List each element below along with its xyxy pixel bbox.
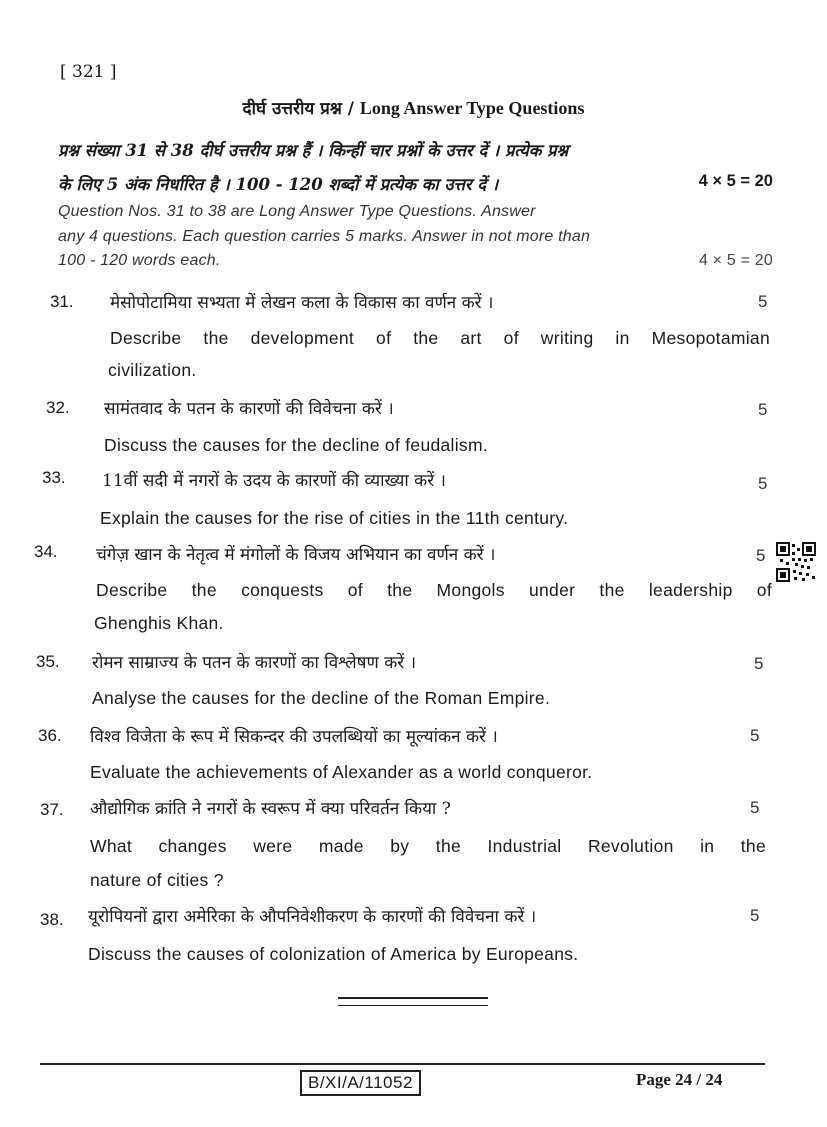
footer-rule — [40, 1063, 765, 1065]
question-english-line1: Evaluate the achievements of Alexander as a world conqueror. — [90, 762, 593, 782]
instructions-english-marks: 4 × 5 = 20 — [698, 252, 773, 269]
heading-hindi: दीर्घ उत्तरीय प्रश्न / — [242, 99, 354, 119]
question-english-line1: Describe the conquests of the Mongols under the leadership of — [96, 580, 772, 600]
question-hindi: विश्व विजेता के रूप में सिकन्दर की उपलब्धियों का मूल्यांकन करें । — [90, 727, 498, 747]
question-marks: 5 — [750, 798, 760, 817]
question-number: 31. — [50, 292, 74, 311]
instructions-english-line3-wrap — [58, 252, 773, 270]
question-hindi: 11वीं सदी में नगरों के उदय के कारणों की व्याख्या करें । — [102, 471, 446, 491]
question-english-line2: civilization. — [108, 360, 197, 380]
question-english-line1: Describe the development of the art of writing in Mesopotamian — [110, 328, 770, 348]
instructions-english-line1: Question Nos. 31 to 38 are Long Answer Type Questions. Answer — [58, 203, 536, 220]
instructions-hindi-marks: 4 × 5 = 20 — [698, 172, 773, 190]
question-hindi: सामंतवाद के पतन के कारणों की विवेचना करें । — [104, 399, 394, 419]
end-divider — [338, 997, 488, 1006]
question-marks: 5 — [758, 292, 768, 311]
question-marks: 5 — [754, 654, 764, 673]
footer-page-number: Page 24 / 24 — [636, 1070, 723, 1089]
question-marks: 5 — [756, 546, 766, 565]
instructions-hindi-line2-wrap — [58, 172, 773, 195]
section-heading — [0, 96, 827, 119]
question-english-line1: Analyse the causes for the decline of the Roman Empire. — [92, 688, 551, 708]
instructions-hindi-line1: प्रश्न संख्या 31 से 38 दीर्घ उत्तरीय प्रश्न हैं । किन्हीं चार प्रश्नों के उत्तर दें । प्रत्येक प्रश्न — [58, 141, 569, 160]
question-number: 36. — [38, 726, 62, 745]
question-english-line2: nature of cities ? — [90, 870, 224, 890]
question-marks: 5 — [750, 906, 760, 925]
question-marks: 5 — [750, 726, 760, 745]
paper-code-top: [ 321 ] — [60, 62, 117, 82]
question-number: 37. — [40, 800, 64, 819]
question-english-line1: Discuss the causes for the decline of feudalism. — [104, 435, 489, 455]
question-hindi: यूरोपियनों द्वारा अमेरिका के औपनिवेशीकरण के कारणों की विवेचना करें । — [88, 907, 537, 927]
question-hindi: चंगेज़ खान के नेतृत्व में मंगोलों के विजय अभियान का वर्णन करें । — [96, 545, 496, 565]
question-english-line2: Ghenghis Khan. — [94, 613, 224, 633]
question-english-line1: What changes were made by the Industrial Revolution in the — [90, 836, 766, 856]
qr-code-icon — [776, 542, 816, 582]
instructions-english-line3: 100 - 120 words each. — [58, 252, 221, 269]
question-english-line1: Discuss the causes of colonization of America by Europeans. — [88, 944, 579, 964]
question-hindi: मेसोपोटामिया सभ्यता में लेखन कला के विकास का वर्णन करें । — [110, 293, 494, 313]
footer-paper-code: B/XI/A/11052 — [300, 1070, 421, 1096]
question-english-line1: Explain the causes for the rise of cities in the 11th century. — [100, 508, 569, 528]
question-hindi: औद्योगिक क्रांति ने नगरों के स्वरूप में क्या परिवर्तन किया ? — [90, 799, 451, 819]
instructions-hindi-line2: के लिए 5 अंक निर्धारित है । 100 - 120 शब्दों में प्रत्येक का उत्तर दें । — [58, 175, 499, 194]
question-number: 33. — [42, 468, 66, 487]
question-marks: 5 — [758, 474, 768, 493]
question-hindi: रोमन साम्राज्य के पतन के कारणों का विश्लेषण करें । — [92, 653, 417, 673]
question-number: 32. — [46, 398, 70, 417]
question-number: 34. — [34, 542, 58, 561]
question-marks: 5 — [758, 400, 768, 419]
question-number: 38. — [40, 910, 64, 929]
heading-english: Long Answer Type Questions — [359, 98, 585, 118]
question-number: 35. — [36, 652, 60, 671]
instructions-english-line2: any 4 questions. Each question carries 5 marks. Answer in not more than — [58, 228, 591, 245]
